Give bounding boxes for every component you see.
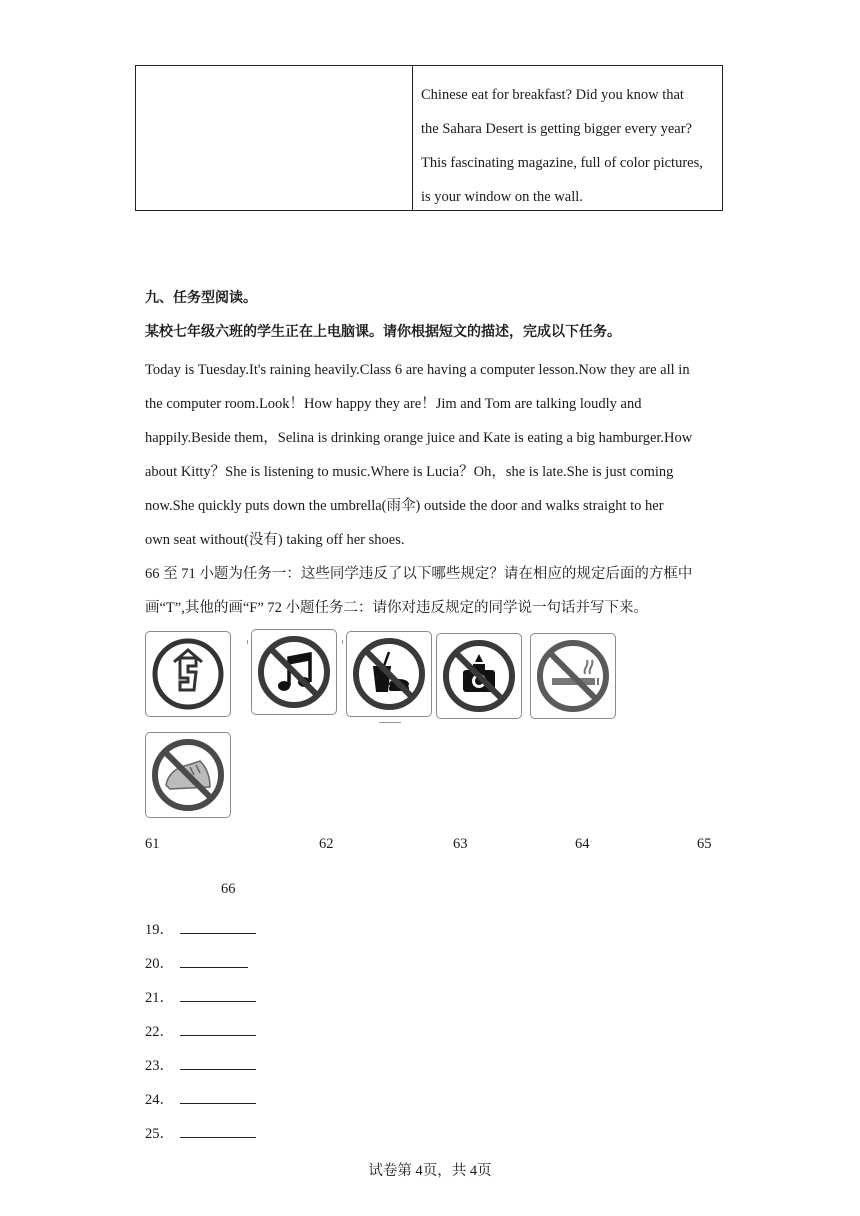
answer-label: 19． — [145, 922, 174, 938]
sign-no-smoking — [530, 633, 616, 719]
section-instruction: 某校七年级六班的学生正在上电脑课。请你根据短文的描述，完成以下任务。 — [145, 325, 621, 340]
sign-no-talking — [145, 631, 231, 717]
answer-label: 23． — [145, 1058, 174, 1074]
answer-item — [145, 952, 248, 973]
answer-blank[interactable] — [180, 1055, 256, 1070]
sign-no-music — [251, 629, 337, 715]
sign-number: 62 — [319, 836, 334, 852]
task-instructions — [145, 557, 725, 625]
answer-label: 21． — [145, 990, 174, 1006]
answer-blank[interactable] — [180, 919, 256, 934]
passage-line: happily.Beside them，Selina is drinking orange juice and Kate is eating a big hamburger.How — [145, 430, 693, 446]
passage-line: now.She quickly puts down the umbrella(雨伞) outside the door and walks straight to her — [145, 498, 664, 514]
table-right-cell — [421, 78, 721, 214]
answer-item — [145, 1054, 256, 1075]
answer-blank[interactable] — [180, 1123, 256, 1138]
sign-no-shoes — [145, 732, 231, 818]
sign-number: 66 — [221, 881, 236, 897]
answer-item — [145, 1122, 256, 1143]
sign-no-camera — [436, 633, 522, 719]
sign-number: 63 — [453, 836, 468, 852]
answer-label: 25． — [145, 1126, 174, 1142]
table-line: the Sahara Desert is getting bigger every year? — [421, 121, 692, 137]
passage-line: own seat without(没有) taking off her shoes. — [145, 532, 405, 548]
answer-item — [145, 1088, 256, 1109]
no-talking-icon — [150, 636, 226, 712]
table-line: is your window on the wall. — [421, 189, 583, 205]
no-shoes-icon — [150, 737, 226, 813]
no-smoking-icon — [535, 638, 611, 714]
no-food-drink-icon — [351, 636, 427, 712]
answer-blank[interactable] — [180, 1089, 256, 1104]
answer-item — [145, 1020, 256, 1041]
reading-passage — [145, 353, 725, 557]
section-heading: 九、任务型阅读。 — [145, 291, 257, 306]
answer-blank[interactable] — [180, 1021, 256, 1036]
answer-label: 20． — [145, 956, 174, 972]
table-divider — [412, 66, 413, 210]
answer-blank[interactable] — [180, 953, 248, 968]
answer-label: 24． — [145, 1092, 174, 1108]
table-line: Chinese eat for breakfast? Did you know that — [421, 87, 684, 103]
passage-line: the computer room.Look！How happy they are！Jim and Tom are talking loudly and — [145, 396, 642, 412]
task-line: 画“T”,其他的画“F” 72 小题任务二：请你对违反规定的同学说一句话并写下来。 — [145, 600, 649, 616]
task-line: 66 至 71 小题为任务一：这些同学违反了以下哪些规定？请在相应的规定后面的方框中 — [145, 566, 693, 582]
passage-line: about Kitty？She is listening to music.Where is Lucia？Oh，she is late.She is just coming — [145, 464, 674, 480]
no-music-icon — [256, 634, 332, 710]
sign-number: 61 — [145, 836, 160, 852]
sign-no-food-drink — [346, 631, 432, 717]
answer-item — [145, 918, 256, 939]
content-table — [135, 65, 723, 211]
answer-item — [145, 986, 256, 1007]
page-footer: 试卷第 4页，共 4页 — [368, 1163, 492, 1179]
no-camera-icon — [441, 638, 517, 714]
answer-blank[interactable] — [180, 987, 256, 1002]
table-line: This fascinating magazine, full of color pictures, — [421, 155, 703, 171]
answer-label: 22． — [145, 1024, 174, 1040]
sign-number: 65 — [697, 836, 712, 852]
sign-number: 64 — [575, 836, 590, 852]
passage-line: Today is Tuesday.It's raining heavily.Class 6 are having a computer lesson.Now they are all in — [145, 362, 690, 378]
